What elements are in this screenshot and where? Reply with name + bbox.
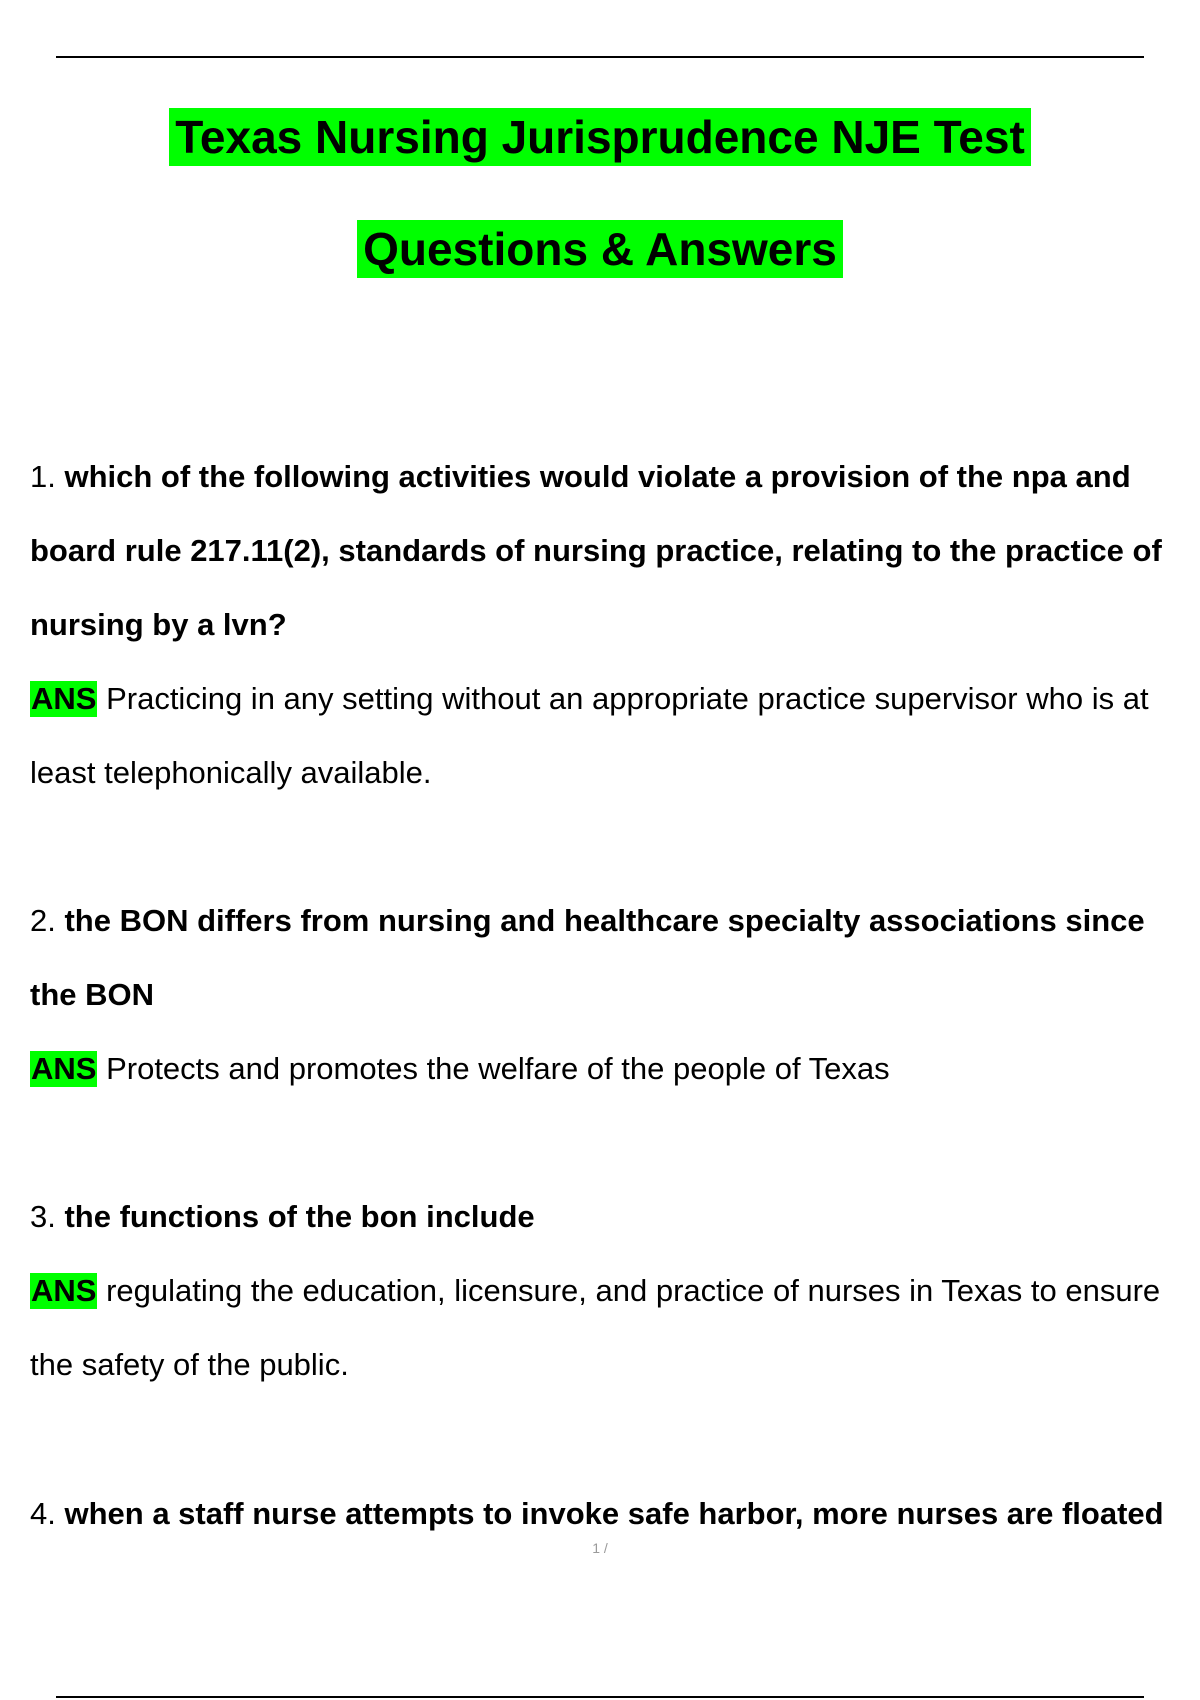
- answer-text: Protects and promotes the welfare of the people of Texas: [106, 1051, 890, 1086]
- question-text: the functions of the bon include: [64, 1199, 535, 1234]
- answer-2: [30, 1032, 1196, 1106]
- question-number: 3.: [30, 1199, 56, 1234]
- qa-item-2: [30, 884, 1196, 1106]
- question-text: when a staff nurse attempts to invoke safe harbor, more nurses are floated: [64, 1496, 1164, 1531]
- qa-item-3: [30, 1180, 1196, 1402]
- question-number: 1.: [30, 459, 56, 494]
- page-number: 1 /: [592, 1540, 608, 1556]
- question-text: the BON differs from nursing and healthcare specialty associations since the BON: [30, 903, 1145, 1012]
- question-3: [30, 1180, 1196, 1254]
- answer-text: regulating the education, licensure, and practice of nurses in Texas to ensure the safety of the public.: [30, 1273, 1161, 1382]
- question-number: 4.: [30, 1496, 56, 1531]
- question-number: 2.: [30, 903, 56, 938]
- bottom-rule: [56, 1696, 1144, 1698]
- ans-label: ANS: [31, 1273, 97, 1308]
- top-rule: [56, 56, 1144, 58]
- ans-label: ANS: [31, 681, 97, 716]
- title-line-1: Texas Nursing Jurisprudence NJE Test: [169, 108, 1031, 166]
- answer-text: Practicing in any setting without an appropriate practice supervisor who is at least telephonically available.: [30, 681, 1149, 790]
- answer-1: [30, 662, 1196, 810]
- ans-label: ANS: [31, 1051, 97, 1086]
- question-2: [30, 884, 1196, 1032]
- answer-3: [30, 1254, 1196, 1402]
- title-line-2: Questions & Answers: [357, 220, 843, 278]
- document-title: [0, 108, 1200, 332]
- question-text: which of the following activities would violate a provision of the npa and board rule 217.11(2), standards of nursing practice, relating to the practice of nursing by a lvn?: [30, 459, 1162, 642]
- question-1: [30, 440, 1196, 662]
- qa-item-1: [30, 440, 1196, 810]
